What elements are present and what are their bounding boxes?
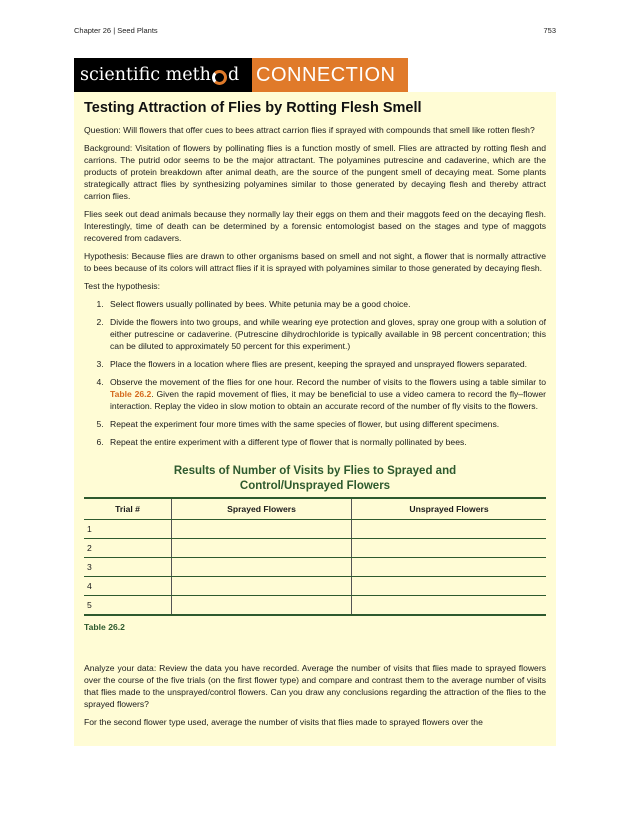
table-reference-link[interactable]: Table 26.2 — [110, 389, 152, 399]
background-paragraph: Background: Visitation of flowers by pollinating flies is a function mostly of smell. Flies are attracted by rotting flesh and carrions. The putrid odor seems to be the major attractant. The polyamines putrescine and cadaverine, which are the products of protein breakdown after animal death, are the source of the pungent smell of decaying meat. Some plants strategically attract flies by synthesizing polyamines similar to those generated by decaying flesh and thereby attract carrion flies. — [84, 143, 546, 201]
list-item: 6. Repeat the entire experiment with a different type of flower that is normally pollinated by bees. — [106, 436, 546, 448]
table-cell: 1 — [84, 520, 172, 539]
list-item: 1. Select flowers usually pollinated by bees. White petunia may be a good choice. — [106, 298, 546, 310]
table-cell — [172, 596, 352, 616]
chapter-label: Chapter 26 | Seed Plants — [74, 26, 158, 35]
list-item: 3. Place the flowers in a location where flies are present, keeping the sprayed and unsprayed flowers separated. — [106, 358, 546, 370]
table-cell: 4 — [84, 577, 172, 596]
column-header: Unsprayed Flowers — [352, 498, 547, 520]
table-row — [84, 577, 546, 596]
test-intro: Test the hypothesis: — [84, 281, 160, 291]
table-cell — [352, 558, 547, 577]
table-cell — [352, 520, 547, 539]
step-text-end: . Given the rapid movement of flies, it may be beneficial to use a video camera to record the fly–flower interaction. Replay the video in slow motion to obtain an accurate record of the number of fly visits to the flowers. — [110, 389, 547, 411]
table-cell — [172, 520, 352, 539]
analysis-paragraph: Analyze your data: Review the data you have recorded. Average the number of visits that flies made to sprayed flowers over the course of the five trials (on the first flower type) and compare and contrast them to the average number of visits that flies made to the unsprayed/control flowers. Can you draw any conclusions regarding the attraction of the flies to the sprayed flowers? — [84, 663, 546, 709]
feature-panel — [74, 92, 556, 746]
table-row — [84, 520, 546, 539]
list-item: 5. Repeat the experiment four more times with the same species of flower, but using different specimens. — [106, 418, 546, 430]
banner-text-start: scientific meth — [80, 65, 211, 85]
banner-text-end: d — [227, 65, 240, 85]
steps-list — [84, 298, 546, 448]
list-item: 2. Divide the flowers into two groups, and while wearing eye protection and gloves, spray one group with a solution of either putrescine or cadaverine. (Putrescine dihydrochloride is typically available in 98 percent concentration; this can be diluted to approximately 50 percent for this experiment.) — [106, 316, 546, 352]
page-number: 753 — [543, 26, 556, 35]
table-title: Results of Number of Visits by Flies to Sprayed and Control/Unsprayed Flowers — [173, 465, 457, 492]
results-table — [84, 497, 546, 616]
table-cell: 5 — [84, 596, 172, 616]
table-cell — [352, 539, 547, 558]
table-row — [84, 558, 546, 577]
table-caption: Table 26.2 — [84, 622, 125, 632]
table-cell: 3 — [84, 558, 172, 577]
hypothesis-paragraph: Hypothesis: Because flies are drawn to other organisms based on smell and not sight, a flower that is normally attractive to bees because of its colors will attract flies if it is sprayed with polyamines similar to those generated by decaying flesh. — [84, 251, 546, 273]
gear-icon — [212, 70, 227, 85]
scientific-method-banner — [74, 58, 408, 92]
table-cell — [172, 558, 352, 577]
banner-connection: CONNECTION — [252, 58, 408, 92]
table-cell — [172, 577, 352, 596]
table-cell — [352, 596, 547, 616]
table-cell — [352, 577, 547, 596]
list-item — [106, 376, 546, 412]
table-row — [84, 596, 546, 616]
step-text-start: Observe the movement of the flies for one hour. Record the number of visits to the flowers using a table similar to — [110, 377, 546, 387]
table-cell — [172, 539, 352, 558]
column-header: Sprayed Flowers — [172, 498, 352, 520]
flies-paragraph: Flies seek out dead animals because they normally lay their eggs on them and their maggots feed on the decaying flesh. Interestingly, time of death can be determined by a forensic entomologist based on the stages and type of maggots recovered from cadavers. — [84, 209, 546, 243]
table-header-row — [84, 498, 546, 520]
banner-left — [74, 58, 252, 92]
column-header: Trial # — [84, 498, 172, 520]
analysis-paragraph-continued: For the second flower type used, average the number of visits that flies made to sprayed flowers over the — [84, 717, 483, 727]
feature-title: Testing Attraction of Flies by Rotting Flesh Smell — [84, 100, 422, 116]
table-row — [84, 539, 546, 558]
running-header — [74, 26, 556, 35]
question-paragraph: Question: Will flowers that offer cues to bees attract carrion flies if sprayed with compounds that smell like rotten flesh? — [84, 125, 535, 135]
table-cell: 2 — [84, 539, 172, 558]
